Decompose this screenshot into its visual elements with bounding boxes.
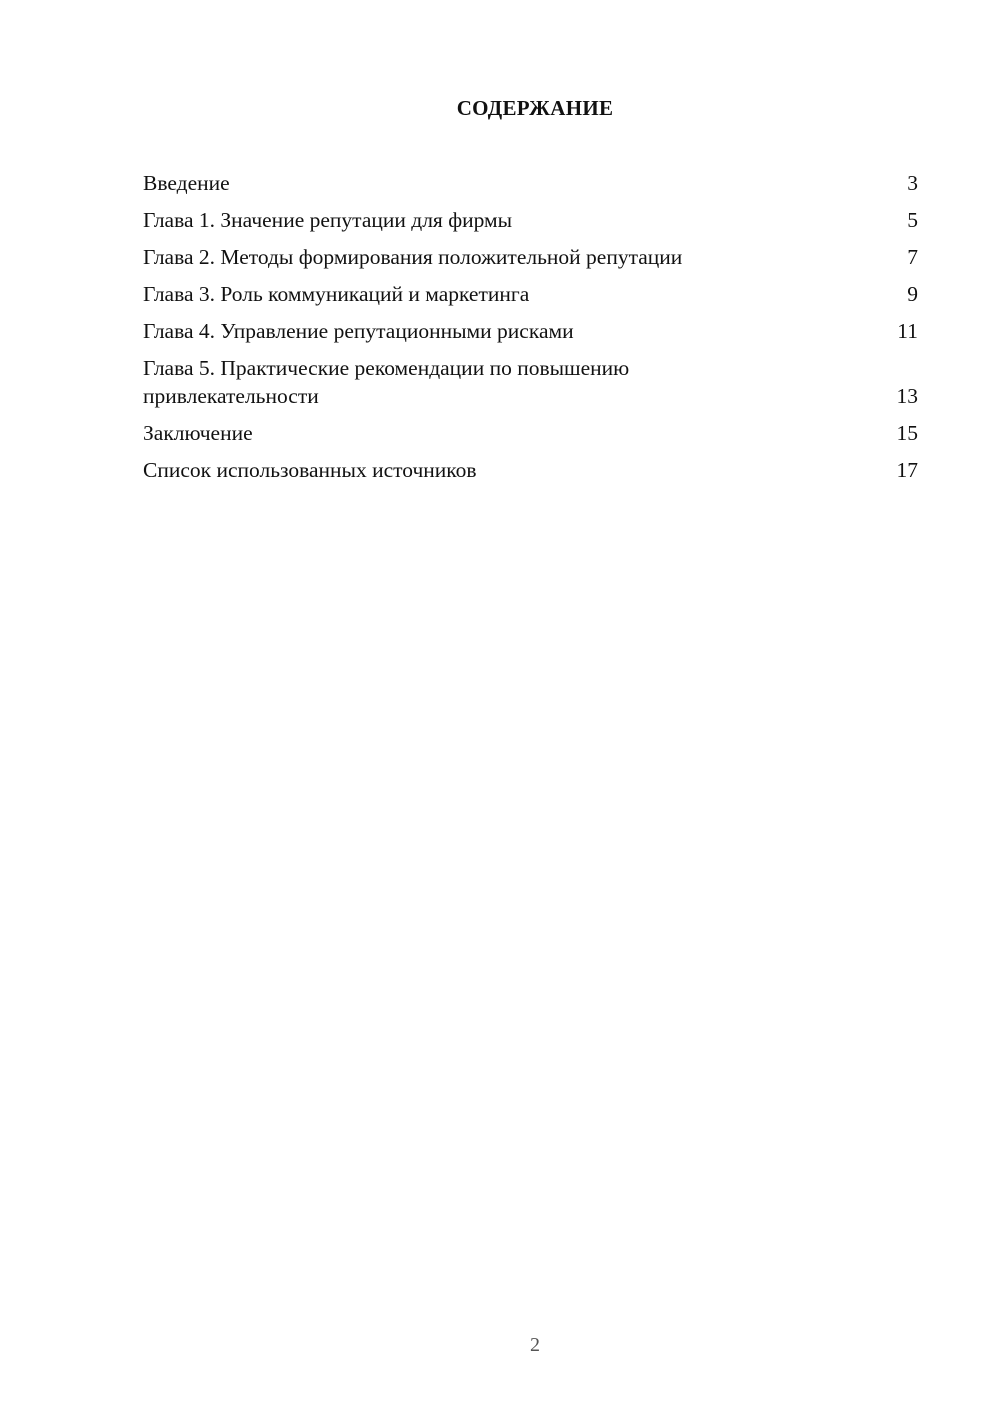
toc-entry-title: Глава 1. Значение репутации для фирмы bbox=[143, 208, 513, 232]
toc-entry-references[interactable] bbox=[143, 457, 918, 485]
toc-entry-introduction[interactable] bbox=[143, 170, 918, 198]
toc-entry-title: Глава 3. Роль коммуникаций и маркетинга bbox=[143, 282, 530, 306]
toc-entry-title: Глава 4. Управление репутационными рисками bbox=[143, 319, 574, 343]
toc-entry-title: Введение bbox=[143, 171, 230, 195]
toc-entry-title: Список использованных источников bbox=[143, 457, 477, 482]
toc-entry-conclusion[interactable] bbox=[143, 420, 918, 448]
toc-entry-chapter-4[interactable] bbox=[143, 318, 918, 346]
toc-entry-chapter-5[interactable] bbox=[143, 355, 918, 410]
toc-entry-title: Заключение bbox=[143, 420, 253, 445]
toc-entry-chapter-3[interactable] bbox=[143, 281, 918, 309]
toc-entry-title: Глава 5. Практические рекомендации по повышению привлекательности bbox=[143, 356, 630, 408]
page-number: 2 bbox=[530, 1334, 540, 1356]
toc-entry-page: 7 bbox=[907, 245, 918, 269]
toc-entry-page: 9 bbox=[907, 282, 918, 306]
toc-entry-page: 13 bbox=[896, 383, 918, 408]
toc-entry-title: Глава 2. Методы формирования положительной репутации bbox=[143, 245, 683, 269]
toc-entry-page: 15 bbox=[896, 420, 918, 445]
toc-entry-page: 5 bbox=[907, 208, 918, 232]
toc-entry-chapter-1[interactable] bbox=[143, 207, 918, 235]
table-of-contents bbox=[143, 170, 918, 494]
toc-entry-page: 3 bbox=[907, 171, 918, 195]
toc-entry-page: 11 bbox=[897, 319, 918, 343]
page-title: СОДЕРЖАНИЕ bbox=[456, 96, 614, 120]
toc-entry-page: 17 bbox=[896, 457, 918, 482]
toc-entry-chapter-2[interactable] bbox=[143, 244, 918, 272]
